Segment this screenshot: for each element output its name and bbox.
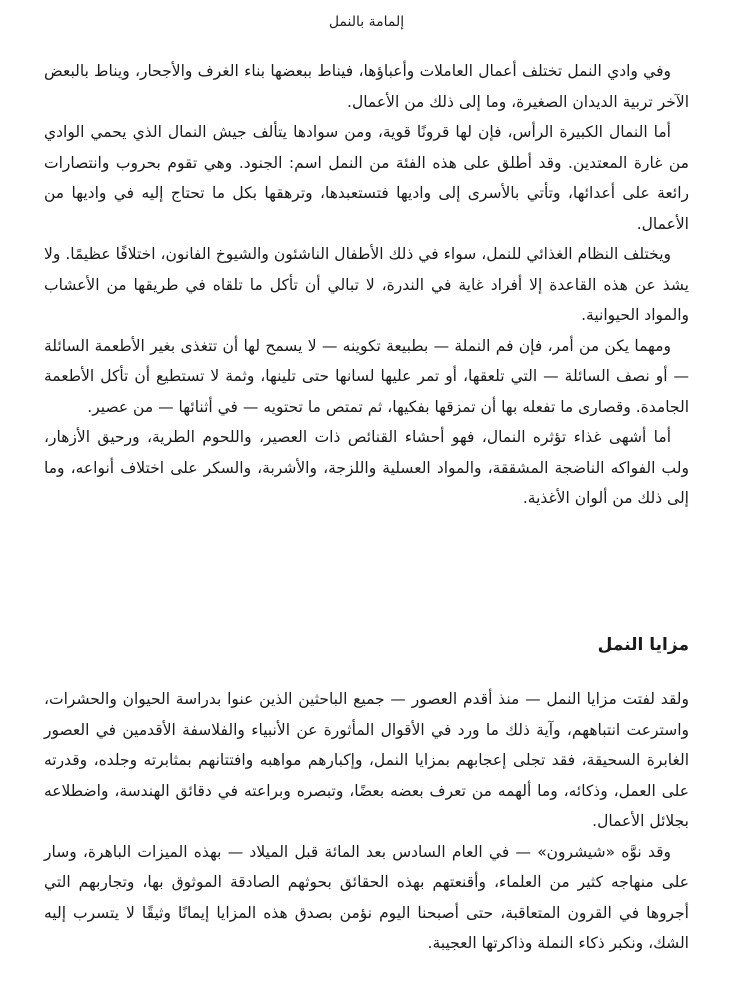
paragraph: وقد نوَّه «شيشرون» — في العام السادس بعد المائة قبل الميلاد — بهذه الميزات الباهرة، وسار على منهاجه كثير من العلماء، وأقنعتهم بهذه الحقائق بحوثهم الصادقة الموثوق بها، وتجاربهم التي أجروها في القرون المتعاقبة، حتى أصبحنا اليوم نؤمن بصدق هذه المزايا إيمانًا وثيقًا لا يتسرب إليه الشك، ونكبر ذكاء النملة وذاكرتها العجيبة. [44, 842, 689, 952]
section-body-workers [44, 56, 689, 514]
paragraph: وفي وادي النمل تختلف أعمال العاملات وأعباؤها، فيناط ببعضها بناء الغرف والأجحار، ويناط بالبعض الآخر تربية الديدان الصغيرة، وما إلى ذلك من الأعمال. [44, 62, 689, 111]
paragraph: ومهما يكن من أمر، فإن فم النملة — بطبيعة تكوينه — لا يسمح لها أن تتغذى بغير الأطعمة السائلة — أو نصف السائلة — التي تلعقها، أو تمر عليها لسانها حتى تلينها، وثمة لا تستطيع أن تأكل الأطعمة الجامدة. وقصارى ما تفعله بها أن تمزقها بفكيها، ثم تمتص ما تحتويه — في أثنائها — من عصير. [44, 336, 689, 416]
paragraph: أما النمال الكبيرة الرأس، فإن لها قرونًا قوية، ومن سوادها يتألف جيش النمال الذي يحمي الوادي من غارة المعتدين. وقد أطلق على هذه الفئة من النمل اسم: الجنود. وهي تقوم بحروب وانتصارات رائعة على أعدائها، وتأتي بالأسرى إلى واديها فتستعبدها، وترهقها بكل ما تحتاج إليه في واديها من الأعمال. [44, 123, 689, 233]
section-body-merits [44, 684, 689, 959]
section-heading: مزايا النمل [597, 635, 689, 655]
paragraph: أما أشهى غذاء تؤثره النمال، فهو أحشاء القنائص ذات العصير، واللحوم الطرية، ورحيق الأزهار، ولب الفواكه الناضجة المشققة، والمواد العسلية واللزجة، والأشربة، والسكر على اختلاف أنواعه، وما إلى ذلك من ألوان الأغذية. [44, 428, 689, 507]
running-header: إلمامة بالنمل [328, 14, 405, 30]
paragraph: ولقد لفتت مزايا النمل — منذ أقدم العصور — جميع الباحثين الذين عنوا بدراسة الحيوان والحشرات، واسترعت انتباههم، وآية ذلك ما ورد في الأقوال المأثورة عن الأنبياء والفلاسفة الأقدمين في العصور الغابرة السحيقة، فقد تجلى إعجابهم بمزايا النمل، وإكبارهم مواهبه وافتتانهم بمثابرته وجلده، وقدرته على العمل، وذكائه، وما ألهمه من تعرف بعضه بعضًا، وتبصره وبراعته في دقائق الهندسة، واضطلاعه بجلائل الأعمال. [44, 690, 689, 830]
paragraph: ويختلف النظام الغذائي للنمل، سواء في ذلك الأطفال الناشئون والشيوخ الفانون، اختلافًا عظيمًا. ولا يشذ عن هذه القاعدة إلا أفراد غاية في الندرة، لا تبالي أن تأكل ما تلقاه في طريقها من الأعشاب والمواد الحيوانية. [44, 245, 689, 324]
